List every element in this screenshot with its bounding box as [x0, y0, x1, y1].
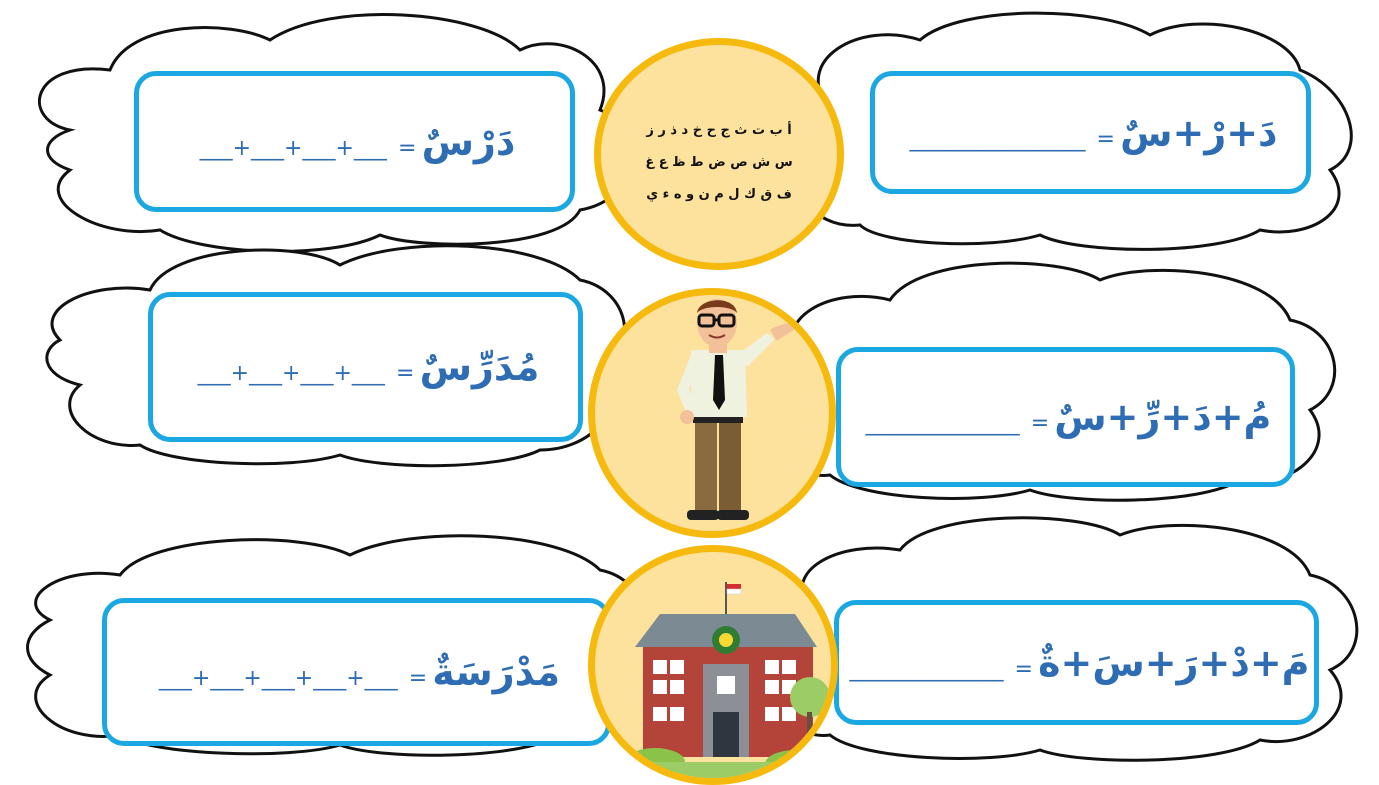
equals-sign: =: [1030, 411, 1050, 436]
alphabet-line-1: أ ب ت ث ج ح خ د ذ ر ز: [646, 123, 792, 138]
syllables: مَ+دْ+رَ+سَ+ةٌ: [1038, 640, 1310, 685]
equals-sign: =: [1096, 126, 1115, 152]
syllable-blanks[interactable]: ___+___+___+___: [197, 361, 385, 386]
word-box-row3-left: [102, 598, 611, 746]
teacher-circle: [588, 288, 836, 538]
answer-line[interactable]: ______________: [849, 656, 1004, 682]
syllable-box-row1-right: [870, 71, 1311, 194]
alphabet-circle: [594, 38, 844, 270]
alphabet-line-2: س ش ص ض ط ظ ع غ: [645, 155, 793, 170]
word: مَدْرَسَةٌ: [432, 650, 561, 694]
alphabet-line-3: ف ق ك ل م ن و ه ء ي: [646, 187, 792, 202]
equals-sign: =: [398, 135, 417, 161]
equals-sign: =: [396, 361, 415, 386]
school-circle: [588, 545, 838, 785]
answer-line[interactable]: ______________: [865, 411, 1020, 436]
word: دَرْسٌ: [421, 119, 516, 164]
syllables: دَ+رْ+سٌ: [1120, 110, 1278, 155]
syllables: مُ+دَ+رِّ+سٌ: [1054, 395, 1272, 439]
syllable-box-row3-right: [834, 600, 1319, 725]
word-box-row1-left: [134, 71, 575, 212]
syllable-blanks[interactable]: ___+___+___+___: [199, 135, 387, 161]
equals-sign: =: [408, 666, 428, 691]
word: مُدَرِّسٌ: [419, 345, 540, 389]
syllable-blanks[interactable]: ___+___+___+___+___: [158, 666, 398, 691]
word-box-row2-left: [148, 292, 583, 442]
answer-line[interactable]: ________________: [909, 126, 1086, 152]
equals-sign: =: [1014, 656, 1033, 682]
syllable-box-row2-right: [836, 347, 1295, 487]
